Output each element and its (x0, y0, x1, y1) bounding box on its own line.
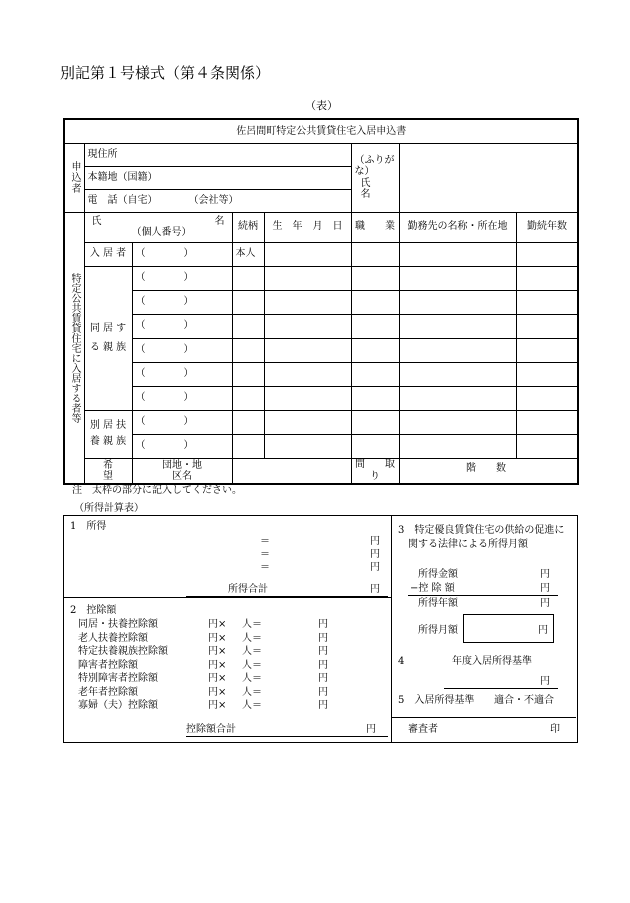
phone-field[interactable]: 電 話（自宅） （会社等） (84, 189, 351, 212)
kibou-label-cell (84, 458, 132, 484)
separate-birthdate-field[interactable] (264, 410, 351, 434)
deduction-yen: 円 (318, 673, 328, 684)
separate-occupation-field[interactable] (351, 410, 399, 434)
income-amount-label: 所得金額 (418, 569, 458, 580)
form-number-title: 別記第１号様式（第４条関係） (60, 64, 271, 82)
annual-income-yen: 円 (540, 598, 550, 609)
cohabit-label: 同 居 す る 親 族 (89, 323, 127, 353)
separate-years-field[interactable] (516, 434, 578, 458)
calc-section-divider (63, 597, 391, 598)
separate-years-field[interactable] (516, 410, 578, 434)
separate-name-field[interactable]: （ ） (132, 434, 232, 458)
cohabit-occupation-field[interactable] (351, 386, 399, 410)
column-header-years: 勤続年数 (516, 212, 578, 242)
cohabit-years-field[interactable] (516, 362, 578, 386)
column-header-workplace: 勤務先の名称・所在地 (399, 212, 516, 242)
income-yen-3: 円 (370, 562, 380, 573)
income-total-label: 所得合計 (228, 584, 268, 595)
cohabit-name-field[interactable]: （ ） (132, 362, 232, 386)
deduction-yen-times: 円× (208, 646, 227, 657)
deduction-person-eq: 人＝ (242, 673, 262, 684)
income-eq-1: ＝ (260, 536, 270, 547)
cohabit-birthdate-field[interactable] (264, 314, 351, 338)
deduction-label: 寡婦（夫）控除額 (78, 700, 158, 711)
section3-line2: 関する法律による所得月額 (408, 539, 528, 550)
furigana-label: （ふりがな） (354, 154, 395, 177)
application-form-title: 佐呂間町特定公共賃貸住宅入居申込書 (64, 119, 578, 143)
resident-label: 入 居 者 (84, 242, 132, 266)
income-yen-1: 円 (370, 536, 380, 547)
cohabit-workplace-field[interactable] (399, 386, 516, 410)
separate-occupation-field[interactable] (351, 434, 399, 458)
deduction-yen: 円 (318, 646, 328, 657)
resident-workplace-field[interactable] (399, 242, 516, 266)
income-total-yen: 円 (370, 584, 380, 595)
deduction-person-eq: 人＝ (242, 619, 262, 630)
cohabit-workplace-field[interactable] (399, 266, 516, 290)
separate-workplace-field[interactable] (399, 410, 516, 434)
cohabit-relation-field[interactable] (232, 386, 264, 410)
deduction-person-eq: 人＝ (242, 632, 262, 644)
section2-label: 2 控除額 (70, 605, 117, 616)
deduction-label: 同居・扶養控除額 (78, 619, 158, 630)
note-text: 注 太枠の部分に記入してください。 (72, 485, 242, 496)
section4-text: 年度入居所得基準 (452, 656, 532, 667)
danchi-label: 団地・地区名 (162, 459, 202, 482)
deduction-label: 特別障害者控除額 (78, 673, 158, 684)
monthly-income-label: 所得月額 (418, 625, 458, 636)
separate-relation-field[interactable] (232, 410, 264, 434)
cohabit-birthdate-field[interactable] (264, 290, 351, 314)
cohabit-workplace-field[interactable] (399, 362, 516, 386)
calc-divider (391, 515, 392, 742)
minus-deduction-yen: 円 (540, 583, 550, 594)
deduction-yen-times: 円× (208, 632, 227, 644)
deduction-total-yen: 円 (366, 724, 376, 735)
deduction-label: 老人扶養控除額 (78, 632, 148, 644)
section3-line1: 3 特定優良賃貸住宅の供給の促進に (398, 525, 565, 536)
deduction-label: 障害者控除額 (78, 659, 138, 671)
cohabit-relation-field[interactable] (232, 290, 264, 314)
separate-label: 別 居 扶 養 親 族 (89, 420, 127, 447)
application-table (63, 118, 579, 485)
front-side-label: （表） (305, 99, 338, 112)
deduction-yen: 円 (318, 686, 328, 698)
seal-label: 印 (550, 724, 560, 735)
resident-relation: 本人 (232, 242, 264, 266)
applicant-label: 申込者 (69, 161, 80, 194)
cohabit-years-field[interactable] (516, 314, 578, 338)
income-eq-3: ＝ (260, 562, 270, 573)
deduction-total-label: 控除額合計 (186, 724, 236, 735)
cohabit-name-field[interactable]: （ ） (132, 314, 232, 338)
examiner-label: 審査者 (408, 724, 438, 735)
current-address-field[interactable]: 現住所 (84, 143, 351, 166)
danchi-label-cell (132, 458, 232, 484)
cohabit-occupation-field[interactable] (351, 362, 399, 386)
cohabit-birthdate-field[interactable] (264, 338, 351, 362)
column-header-birthdate: 生 年 月 日 (264, 212, 351, 242)
cohabit-occupation-field[interactable] (351, 314, 399, 338)
cohabit-birthdate-field[interactable] (264, 362, 351, 386)
danchi-field[interactable] (232, 458, 351, 484)
deduction-person-eq: 人＝ (242, 646, 262, 657)
cohabit-years-field[interactable] (516, 290, 578, 314)
deduction-label: 老年者控除額 (78, 686, 138, 698)
resident-years-field[interactable] (516, 242, 578, 266)
income-total-underline (186, 596, 388, 597)
cohabit-name-field[interactable]: （ ） (132, 266, 232, 290)
cohabit-relation-field[interactable] (232, 362, 264, 386)
cohabit-workplace-field[interactable] (399, 290, 516, 314)
separate-name-field[interactable]: （ ） (132, 410, 232, 434)
income-calc-title: （所得計算表） (74, 503, 144, 514)
cohabit-workplace-field[interactable] (399, 338, 516, 362)
deduction-yen: 円 (318, 700, 328, 711)
cohabit-name-field[interactable]: （ ） (132, 290, 232, 314)
fit-status: 適合・不適合 (494, 695, 554, 706)
cohabit-workplace-field[interactable] (399, 314, 516, 338)
column-header-relation: 続柄 (232, 212, 264, 242)
section4-yen: 円 (540, 676, 550, 687)
cohabit-occupation-field[interactable] (351, 266, 399, 290)
madori-label: 間 取 り (351, 458, 399, 484)
deduction-person-eq: 人＝ (242, 686, 262, 698)
income-yen-2: 円 (370, 549, 380, 560)
resident-birthdate-field[interactable] (264, 242, 351, 266)
deduction-yen: 円 (318, 632, 328, 644)
deduction-yen: 円 (318, 659, 328, 671)
separate-label-cell (84, 410, 132, 458)
shimei-label: 氏 名 (360, 177, 391, 200)
column-header-occupation: 職 業 (351, 212, 399, 242)
examiner-divider (391, 717, 576, 718)
domicile-field[interactable]: 本籍地（国籍） (84, 166, 351, 189)
deduction-total-underline (186, 736, 388, 737)
column-header-name: 氏 名 （個人番号） (84, 212, 232, 242)
cohabit-name-field[interactable]: （ ） (132, 338, 232, 362)
deduction-yen-times: 円× (208, 659, 227, 671)
cohabit-label-cell (84, 266, 132, 410)
cohabit-relation-field[interactable] (232, 314, 264, 338)
deduction-yen-times: 円× (208, 673, 227, 684)
cohabit-name-field[interactable]: （ ） (132, 386, 232, 410)
furigana-name-label-cell (351, 143, 399, 212)
applicant-name-field[interactable] (399, 143, 578, 212)
section4-underline (444, 688, 558, 689)
section1-label: 1 所得 (70, 521, 107, 532)
cohabit-occupation-field[interactable] (351, 338, 399, 362)
deduction-person-eq: 人＝ (242, 700, 262, 711)
annual-income-label: 所得年額 (418, 598, 458, 609)
income-eq-2: ＝ (260, 549, 270, 560)
section5-label: 5 入居所得基準 (398, 695, 475, 706)
deduction-yen: 円 (318, 619, 328, 630)
cohabit-years-field[interactable] (516, 386, 578, 410)
persons-label-cell (64, 212, 84, 484)
deduction-yen-times: 円× (208, 686, 227, 698)
cohabit-birthdate-field[interactable] (264, 266, 351, 290)
separate-relation-field[interactable] (232, 434, 264, 458)
persons-label: 特定公共賃貸住宅に入居する者等 (69, 272, 80, 423)
minus-deduction-underline (408, 595, 558, 596)
deduction-yen-times: 円× (208, 700, 227, 711)
minus-deduction-label: −控 除 額 (410, 583, 455, 594)
section4-label: 4 (398, 656, 405, 667)
resident-occupation-field[interactable] (351, 242, 399, 266)
cohabit-relation-field[interactable] (232, 338, 264, 362)
resident-name-field[interactable]: （ ） (132, 242, 232, 266)
cohabit-years-field[interactable] (516, 338, 578, 362)
deduction-person-eq: 人＝ (242, 659, 262, 671)
deduction-label: 特定扶養親族控除額 (78, 646, 168, 657)
separate-birthdate-field[interactable] (264, 434, 351, 458)
cohabit-occupation-field[interactable] (351, 290, 399, 314)
deduction-yen-times: 円× (208, 619, 227, 630)
cohabit-birthdate-field[interactable] (264, 386, 351, 410)
income-amount-yen: 円 (540, 569, 550, 580)
kaisu-label: 階 数 (466, 463, 506, 474)
cohabit-years-field[interactable] (516, 266, 578, 290)
applicant-label-cell (64, 143, 84, 212)
separate-workplace-field[interactable] (399, 434, 516, 458)
monthly-income-yen: 円 (538, 625, 548, 636)
kibou-label: 希望 (103, 459, 113, 482)
cohabit-relation-field[interactable] (232, 266, 264, 290)
